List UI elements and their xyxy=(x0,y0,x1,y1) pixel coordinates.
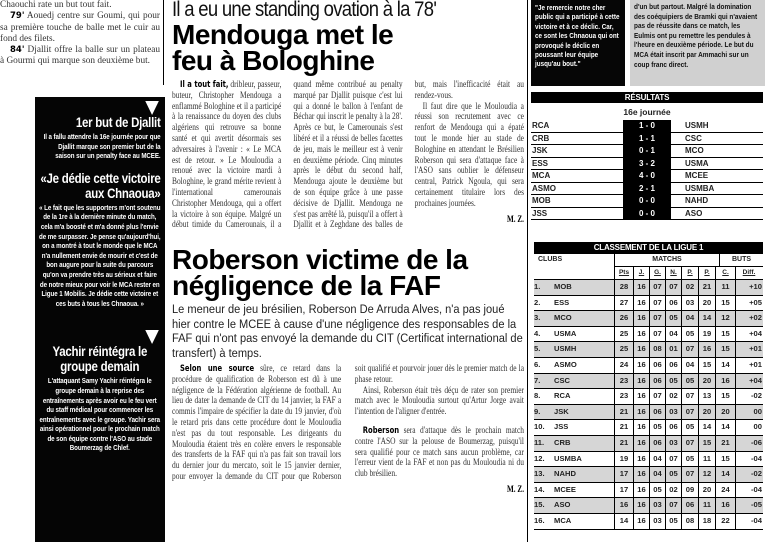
stat-cell: 07 xyxy=(649,327,665,342)
column-header: C. xyxy=(715,267,735,279)
standings-row xyxy=(534,296,763,312)
rank: 3. xyxy=(534,313,541,323)
stat-cell: 27 xyxy=(614,296,633,311)
rank: 2. xyxy=(534,297,541,307)
score: 1 - 1 xyxy=(623,133,671,145)
stat-cell: 03 xyxy=(665,405,681,420)
stat-cell: 05 xyxy=(681,452,698,467)
stat-cell: 24 xyxy=(715,483,735,498)
result-row xyxy=(531,158,763,171)
rank: 4. xyxy=(534,328,541,338)
stat-cell: 23 xyxy=(614,374,633,389)
home-team: RCA xyxy=(532,121,550,130)
stat-cell: 12 xyxy=(715,311,735,326)
standings-row xyxy=(534,483,763,499)
stat-cell: 07 xyxy=(665,280,681,295)
score: 1 - 0 xyxy=(623,120,671,132)
stat-cell: 16 xyxy=(633,280,649,295)
stat-cell: 02 xyxy=(665,483,681,498)
paragraph: Djallit offre la balle sur un plateau à Gourmi qui marque son deuxième but. xyxy=(0,45,160,67)
stat-cell: 11 xyxy=(698,498,715,513)
club-name: MOB xyxy=(554,282,572,291)
author-signature: M. Z. xyxy=(506,213,524,224)
stat-cell: 20 xyxy=(715,405,735,420)
rank: 12. xyxy=(534,453,545,463)
rank: 14. xyxy=(534,484,545,494)
standings-row xyxy=(534,389,763,405)
stat-cell: 02 xyxy=(681,280,698,295)
stat-cell: 28 xyxy=(614,280,633,295)
column-header: J. xyxy=(633,267,649,279)
matchs-header: MATCHS xyxy=(614,254,719,267)
stat-cell: 05 xyxy=(649,420,665,435)
stat-cell: 16 xyxy=(633,420,649,435)
result-row xyxy=(531,195,763,208)
stat-cell: 16 xyxy=(633,342,649,357)
paragraph: sera d'attaque dès le prochain match contre l'ASO sur la pelouse de Boumerzag, puisqu'il sera qualifié pour ce match sans aucun problème, car l'erreur vient de la FAF et non pas du Mouloudia ni du club brésilien. xyxy=(354,425,524,480)
score: 0 - 0 xyxy=(623,208,671,220)
stat-cell: 01 xyxy=(665,342,681,357)
score: 0 - 0 xyxy=(623,195,671,207)
quote-text: "Je remercie notre cher public qui a participé à cette victoire et à ce déclic. Car, ce sont les Chnaoua qui ont provoqué le déclic en poussant leur équipe jusqu'au bout." xyxy=(535,3,620,69)
score: 4 - 0 xyxy=(623,170,671,182)
gray-text-box xyxy=(630,0,765,86)
stat-cell: 05 xyxy=(665,311,681,326)
stat-cell: 20 xyxy=(698,296,715,311)
column-divider xyxy=(527,0,528,542)
stat-cell: 00 xyxy=(735,405,762,420)
stat-cell: 07 xyxy=(681,436,698,451)
stat-cell: 05 xyxy=(681,420,698,435)
column-header: P. xyxy=(681,267,698,279)
stat-cell: 17 xyxy=(614,467,633,482)
stat-cell: 20 xyxy=(698,405,715,420)
away-team: USMA xyxy=(685,158,709,168)
stat-cell: 04 xyxy=(649,452,665,467)
stat-cell: 06 xyxy=(665,420,681,435)
clubs-header: CLUBS xyxy=(538,256,563,263)
stat-cell: 21 xyxy=(698,280,715,295)
standings-row xyxy=(534,280,763,296)
sidebar-text: L'attaquant Samy Yachir réintégra le groupe demain à la reprise des entraînements après avoir eu le feu vert du staff médical pour commencer les entraînements avec le groupe. Yachir sera ainsi opérationnel pour le prochain match de son équipe contre l'ASO au stade Boumerzag de Chlef. xyxy=(39,376,161,453)
club-name: MCO xyxy=(554,313,572,323)
stat-cell: 03 xyxy=(649,514,665,529)
stat-cell: 16 xyxy=(715,498,735,513)
triangle-icon xyxy=(145,101,159,115)
stat-cell: 03 xyxy=(665,436,681,451)
stat-cell: 05 xyxy=(665,374,681,389)
standings-row xyxy=(534,514,763,530)
club-name: JSS xyxy=(554,422,569,432)
lead-in: Selon une source xyxy=(180,364,255,374)
stat-cell: 16 xyxy=(633,389,649,404)
away-team: USMH xyxy=(685,121,709,130)
rank: 15. xyxy=(534,500,545,510)
stat-cell: 19 xyxy=(614,452,633,467)
article-title xyxy=(172,244,468,301)
stat-cell: 15 xyxy=(715,342,735,357)
title-line: feu à Bologhine xyxy=(172,45,375,76)
column-divider xyxy=(163,0,164,85)
quote-box xyxy=(531,0,625,86)
left-column-text xyxy=(0,0,160,68)
stat-cell: 26 xyxy=(614,311,633,326)
stat-cell: 14 xyxy=(715,467,735,482)
stat-cell: 21 xyxy=(614,420,633,435)
stat-cell: 21 xyxy=(614,436,633,451)
club-name: JSK xyxy=(554,406,569,416)
paragraph: dribleur, passeur, buteur, Christopher Mendouga a enflammé Bologhine et il a participé à la renaissance du doyen des clubs algériens qui retrouve sa bonne santé et qui avertit désormais ses adversaires à l'avenir : « Le MCA est de retour. » Le Mouloudia a renoué avec la victoire mardi à Bologhine, le grand mérite revient à l'international camerounais Christopher Mendouga, qui a offert la victoire à son équipe. Malgré un début timide du Camerounais, il a quand même contribué au penalty marqué par Djallit puisque c'est lui qui a donné le ballon à l'enfant de Béchar qui inscrit le penalty à la 28'. Après ce but, le Camerounais s'est libéré et il a réussi de belles facettes de jeu, mais le meilleur est à venir en deuxième période. Cinq minutes après le début du second half, Mendouga ajoute le deuxième but de son équipe grâce à une passe décisive de Djallit. Mendouga ne s'est pas arrêté là, puisqu'il a offert à Djallit et à Zeghdane des balles de but, mais l'inefficacité était au rendez-vous. xyxy=(172,80,524,231)
stat-cell: 15 xyxy=(715,296,735,311)
result-row xyxy=(531,133,763,146)
stat-cell: 04 xyxy=(681,311,698,326)
column-header: G. xyxy=(649,267,665,279)
stat-cell: 06 xyxy=(649,436,665,451)
club-name: MCA xyxy=(554,515,572,525)
away-team: MCO xyxy=(685,146,704,155)
column-header: P. xyxy=(698,267,715,279)
stat-cell: 13 xyxy=(698,389,715,404)
result-row xyxy=(531,145,763,158)
column-header: Pts xyxy=(614,267,633,279)
title-line: négligence de la FAF xyxy=(172,270,441,301)
away-team: USMBA xyxy=(685,183,715,193)
home-team: JSK xyxy=(532,146,548,155)
stat-cell: +02 xyxy=(735,311,762,326)
standings-row xyxy=(534,327,763,343)
standings-group-header xyxy=(534,254,763,267)
stat-cell: 14 xyxy=(698,311,715,326)
result-row xyxy=(531,170,763,183)
standings-row xyxy=(534,498,763,514)
sidebar-heading: 1er but de Djallit xyxy=(75,115,161,130)
club-name: NAHD xyxy=(554,469,576,479)
standings-row xyxy=(534,311,763,327)
stat-cell: 07 xyxy=(649,311,665,326)
stat-cell: 07 xyxy=(681,467,698,482)
stat-cell: 20 xyxy=(698,483,715,498)
home-team: JSS xyxy=(532,208,548,218)
stat-cell: -02 xyxy=(735,389,762,404)
result-row xyxy=(531,120,763,133)
stat-cell: -04 xyxy=(735,514,762,529)
stat-cell: 16 xyxy=(633,405,649,420)
stat-cell: 15 xyxy=(715,389,735,404)
stat-cell: 07 xyxy=(665,452,681,467)
result-row xyxy=(531,183,763,196)
stat-cell: 07 xyxy=(681,389,698,404)
results-round: 16e journée xyxy=(623,107,671,117)
results-table xyxy=(531,120,763,220)
stat-cell: 15 xyxy=(698,358,715,373)
away-team: MCEE xyxy=(685,171,709,180)
paragraph: Il faut dire que le Mouloudia a réussi son recrutement avec ce renfort de Mendouga qui a épaté tout le monde hier au stade de Bologhine en attendant le Brésilien Roberson qui sera d'attaque face à l'ASO sans oublier le défenseur central, Patrick Ngoula, qui sera certainement titulaire lors des prochaines journées. xyxy=(414,101,524,209)
rank: 9. xyxy=(534,406,541,416)
article-kicker: Il a eu une standing ovation à la 78' xyxy=(172,0,437,21)
sidebar-text: « Le fait que les supporters m'ont soutenu de la 1re à la dernière minute du match, cela m'a boosté et m'a donné plus l'envie de me surpasser. Je pense qu'aujourd'hui, on a montré à tout le monde que le MCA n'a nullement envie de mourir et c'est de bon augure pour la suite du parcours qu'on va prendre très au sérieux et faire de notre mieux pour voir le MCA rester en Ligue 1 Mobilis. Je dédie cette victoire et ces buts à tous les Chnaoua. » xyxy=(39,202,161,308)
lead-in: Il a tout fait, xyxy=(180,80,229,90)
standings-title: CLASSEMENT DE LA LIGUE 1 xyxy=(534,242,763,254)
stat-cell: 20 xyxy=(698,374,715,389)
stat-cell: 12 xyxy=(698,467,715,482)
stat-cell: 11 xyxy=(698,452,715,467)
club-name: MCEE xyxy=(554,484,576,494)
standings-row xyxy=(534,436,763,452)
stat-cell: 04 xyxy=(681,358,698,373)
spacer xyxy=(534,267,614,279)
stat-cell: 14 xyxy=(715,420,735,435)
club-name: RCA xyxy=(554,391,571,401)
gray-box-text: d'un but partout. Malgré la domination des coéquipiers de Bramki qui n'avaient pas de réussite dans ce match, les Eulmis ont pu remettre les pendules à l'heure en deuxième période. Le but du MCA était inscrit par Ammachi sur un coup franc direct. xyxy=(634,2,758,69)
stat-cell: 03 xyxy=(681,296,698,311)
buts-header: BUTS xyxy=(719,254,763,267)
stat-cell: 05 xyxy=(649,483,665,498)
minute: 79' xyxy=(10,11,25,22)
stat-cell: 06 xyxy=(649,374,665,389)
stat-cell: 16 xyxy=(633,483,649,498)
article-body xyxy=(172,80,524,244)
home-team: MCA xyxy=(532,171,551,180)
stat-cell: 05 xyxy=(681,327,698,342)
rank: 1. xyxy=(534,282,541,291)
stat-cell: 07 xyxy=(649,389,665,404)
stat-cell: 06 xyxy=(649,405,665,420)
stat-cell: 17 xyxy=(614,483,633,498)
sidebar-text: Il a fallu attendre la 16e journée pour que Djallit marque son premier but de la saison sur un penalty face au MCEE. xyxy=(43,132,161,161)
stat-cell: 23 xyxy=(614,389,633,404)
stat-cell: +04 xyxy=(735,327,762,342)
stat-cell: -05 xyxy=(735,498,762,513)
stat-cell: 06 xyxy=(681,498,698,513)
stat-cell: 16 xyxy=(633,452,649,467)
club-name: USMBA xyxy=(554,453,582,463)
column-header: N. xyxy=(665,267,681,279)
standings-column-headers xyxy=(534,267,763,280)
stat-cell: 09 xyxy=(681,483,698,498)
away-team: CSC xyxy=(685,133,702,143)
stat-cell: 16 xyxy=(614,498,633,513)
stat-cell: 07 xyxy=(649,296,665,311)
stat-cell: 07 xyxy=(681,405,698,420)
stat-cell: 15 xyxy=(715,327,735,342)
stat-cell: 16 xyxy=(633,467,649,482)
stat-cell: 02 xyxy=(665,389,681,404)
stat-cell: 08 xyxy=(649,342,665,357)
stat-cell: 05 xyxy=(681,374,698,389)
stat-cell: 14 xyxy=(715,358,735,373)
paragraph: sûre, ce retard dans la procédure de qualification de Roberson est dû à une négligence de la Fédération algérienne de football. Au lieu de dater la demande de CIT du 14 janvier, la FAF a commis l'impaire de spécifier la date du 19 janvier, d'où le retard pris dans cette procédure dont le Mouloudia n'est pas du tout responsable. Les dirigeants du Mouloudia étaient très en colère envers le responsable des transferts de la FAF qui n'a pas fait son travail lors du dernier jour du mercato, soit le 15 janvier dernier, pour envoyer la demande du CIT pour que Roberson soit qualifié et pourvoir jouer dès le premier match de la phase retour. xyxy=(172,364,524,482)
stat-cell: 25 xyxy=(614,342,633,357)
club-name: CRB xyxy=(554,437,571,447)
stat-cell: 16 xyxy=(633,374,649,389)
sidebar-content xyxy=(39,101,161,453)
result-row xyxy=(531,208,763,221)
stat-cell: +01 xyxy=(735,358,762,373)
column-header: Diff. xyxy=(735,267,762,279)
rank: 8. xyxy=(534,391,541,401)
stat-cell: -04 xyxy=(735,483,762,498)
stat-cell: -06 xyxy=(735,436,762,451)
home-team: CRB xyxy=(532,133,550,143)
sidebar-heading: «Je dédie cette victoire aux Chnaoua» xyxy=(40,170,161,201)
stat-cell: 07 xyxy=(649,280,665,295)
stat-cell: +04 xyxy=(735,374,762,389)
title-line: Mendouga met le xyxy=(172,19,394,50)
lead-in: Roberson xyxy=(362,425,400,436)
stat-cell: 18 xyxy=(698,514,715,529)
score: 0 - 1 xyxy=(623,145,671,157)
stat-cell: 08 xyxy=(681,514,698,529)
stat-cell: 07 xyxy=(681,342,698,357)
rank: 5. xyxy=(534,344,541,354)
article-body xyxy=(172,364,524,539)
stat-cell: 06 xyxy=(665,296,681,311)
club-name: ESS xyxy=(554,297,570,307)
away-team: ASO xyxy=(685,208,703,218)
home-team: MOB xyxy=(532,196,551,205)
stat-cell: 16 xyxy=(698,342,715,357)
stat-cell: 16 xyxy=(633,498,649,513)
stat-cell: 06 xyxy=(649,358,665,373)
stat-cell: 15 xyxy=(698,436,715,451)
rank: 6. xyxy=(534,359,541,369)
paragraph: Chaouchi rate un but tout fait. xyxy=(0,0,112,10)
standings-row xyxy=(534,342,763,358)
stat-cell: 16 xyxy=(633,514,649,529)
home-team: ESS xyxy=(532,158,549,168)
club-name: USMH xyxy=(554,344,577,354)
rank: 16. xyxy=(534,515,545,525)
paragraph: Ainsi, Roberson était très déçu de rater son premier match avec le Mouloudia surtout qu'Artur Jorge avait l'intention de l'aligner d'entrée. xyxy=(354,385,524,418)
stat-cell: +05 xyxy=(735,296,762,311)
stat-cell: 21 xyxy=(715,436,735,451)
club-name: ASMO xyxy=(554,359,577,369)
stat-cell: 16 xyxy=(633,327,649,342)
standings-row xyxy=(534,467,763,483)
stat-cell: 22 xyxy=(715,514,735,529)
stat-cell: 07 xyxy=(665,498,681,513)
stat-cell: 16 xyxy=(715,374,735,389)
stat-cell: 05 xyxy=(665,467,681,482)
stat-cell: 24 xyxy=(614,358,633,373)
triangle-icon xyxy=(145,330,159,344)
rank: 10. xyxy=(534,422,545,432)
sidebar-heading: Yachir réintégra le groupe demain xyxy=(52,344,148,375)
home-team: ASMO xyxy=(532,183,556,193)
standings-table xyxy=(534,254,763,530)
stat-cell: 11 xyxy=(715,280,735,295)
stat-cell: 14 xyxy=(614,514,633,529)
club-name: USMA xyxy=(554,328,577,338)
rank: 13. xyxy=(534,469,545,479)
standings-row xyxy=(534,374,763,390)
stat-cell: -02 xyxy=(735,467,762,482)
stat-cell: 03 xyxy=(649,498,665,513)
stat-cell: 15 xyxy=(715,452,735,467)
stat-cell: 16 xyxy=(633,436,649,451)
standings-row xyxy=(534,452,763,468)
score: 2 - 1 xyxy=(623,183,671,195)
stat-cell: 00 xyxy=(735,420,762,435)
standings-row xyxy=(534,420,763,436)
stat-cell: 04 xyxy=(665,327,681,342)
stat-cell: 25 xyxy=(614,327,633,342)
stat-cell: -04 xyxy=(735,452,762,467)
standings-row xyxy=(534,358,763,374)
stat-cell: +01 xyxy=(735,342,762,357)
rank: 7. xyxy=(534,375,541,385)
stat-cell: 16 xyxy=(633,358,649,373)
stat-cell: 14 xyxy=(698,420,715,435)
club-name: ASO xyxy=(554,500,571,510)
paragraph: Aouedj centre sur Goumi, qui pour sa première touche de balle met le cuir au fond des filets. xyxy=(0,11,160,44)
author-signature: M. Z. xyxy=(507,483,524,494)
rank: 11. xyxy=(534,437,545,447)
title-line: Roberson victime de la xyxy=(172,244,468,275)
stat-cell: +10 xyxy=(735,280,762,295)
standings-row xyxy=(534,405,763,421)
article-intro: Le meneur de jeu brésilien, Roberson De Arruda Alves, n'a pas joué hier contre le MCEE à cause d'une négligence des responsables de la FAF qui n'ont pas envoyé la demande du CIT (Certificat international de transfert) à temps. xyxy=(172,302,523,360)
club-name: CSC xyxy=(554,375,571,385)
stat-cell: 16 xyxy=(633,296,649,311)
stat-cell: 19 xyxy=(698,327,715,342)
stat-cell: 05 xyxy=(665,514,681,529)
stat-cell: 06 xyxy=(665,358,681,373)
score: 3 - 2 xyxy=(623,158,671,170)
sidebar-box xyxy=(35,97,165,542)
minute: 84' xyxy=(10,45,25,56)
stat-cell: 21 xyxy=(614,405,633,420)
stat-cell: 16 xyxy=(633,311,649,326)
stat-cell: 04 xyxy=(649,467,665,482)
article-title xyxy=(172,19,394,76)
away-team: NAHD xyxy=(685,196,709,205)
results-title: RÉSULTATS xyxy=(531,92,763,103)
